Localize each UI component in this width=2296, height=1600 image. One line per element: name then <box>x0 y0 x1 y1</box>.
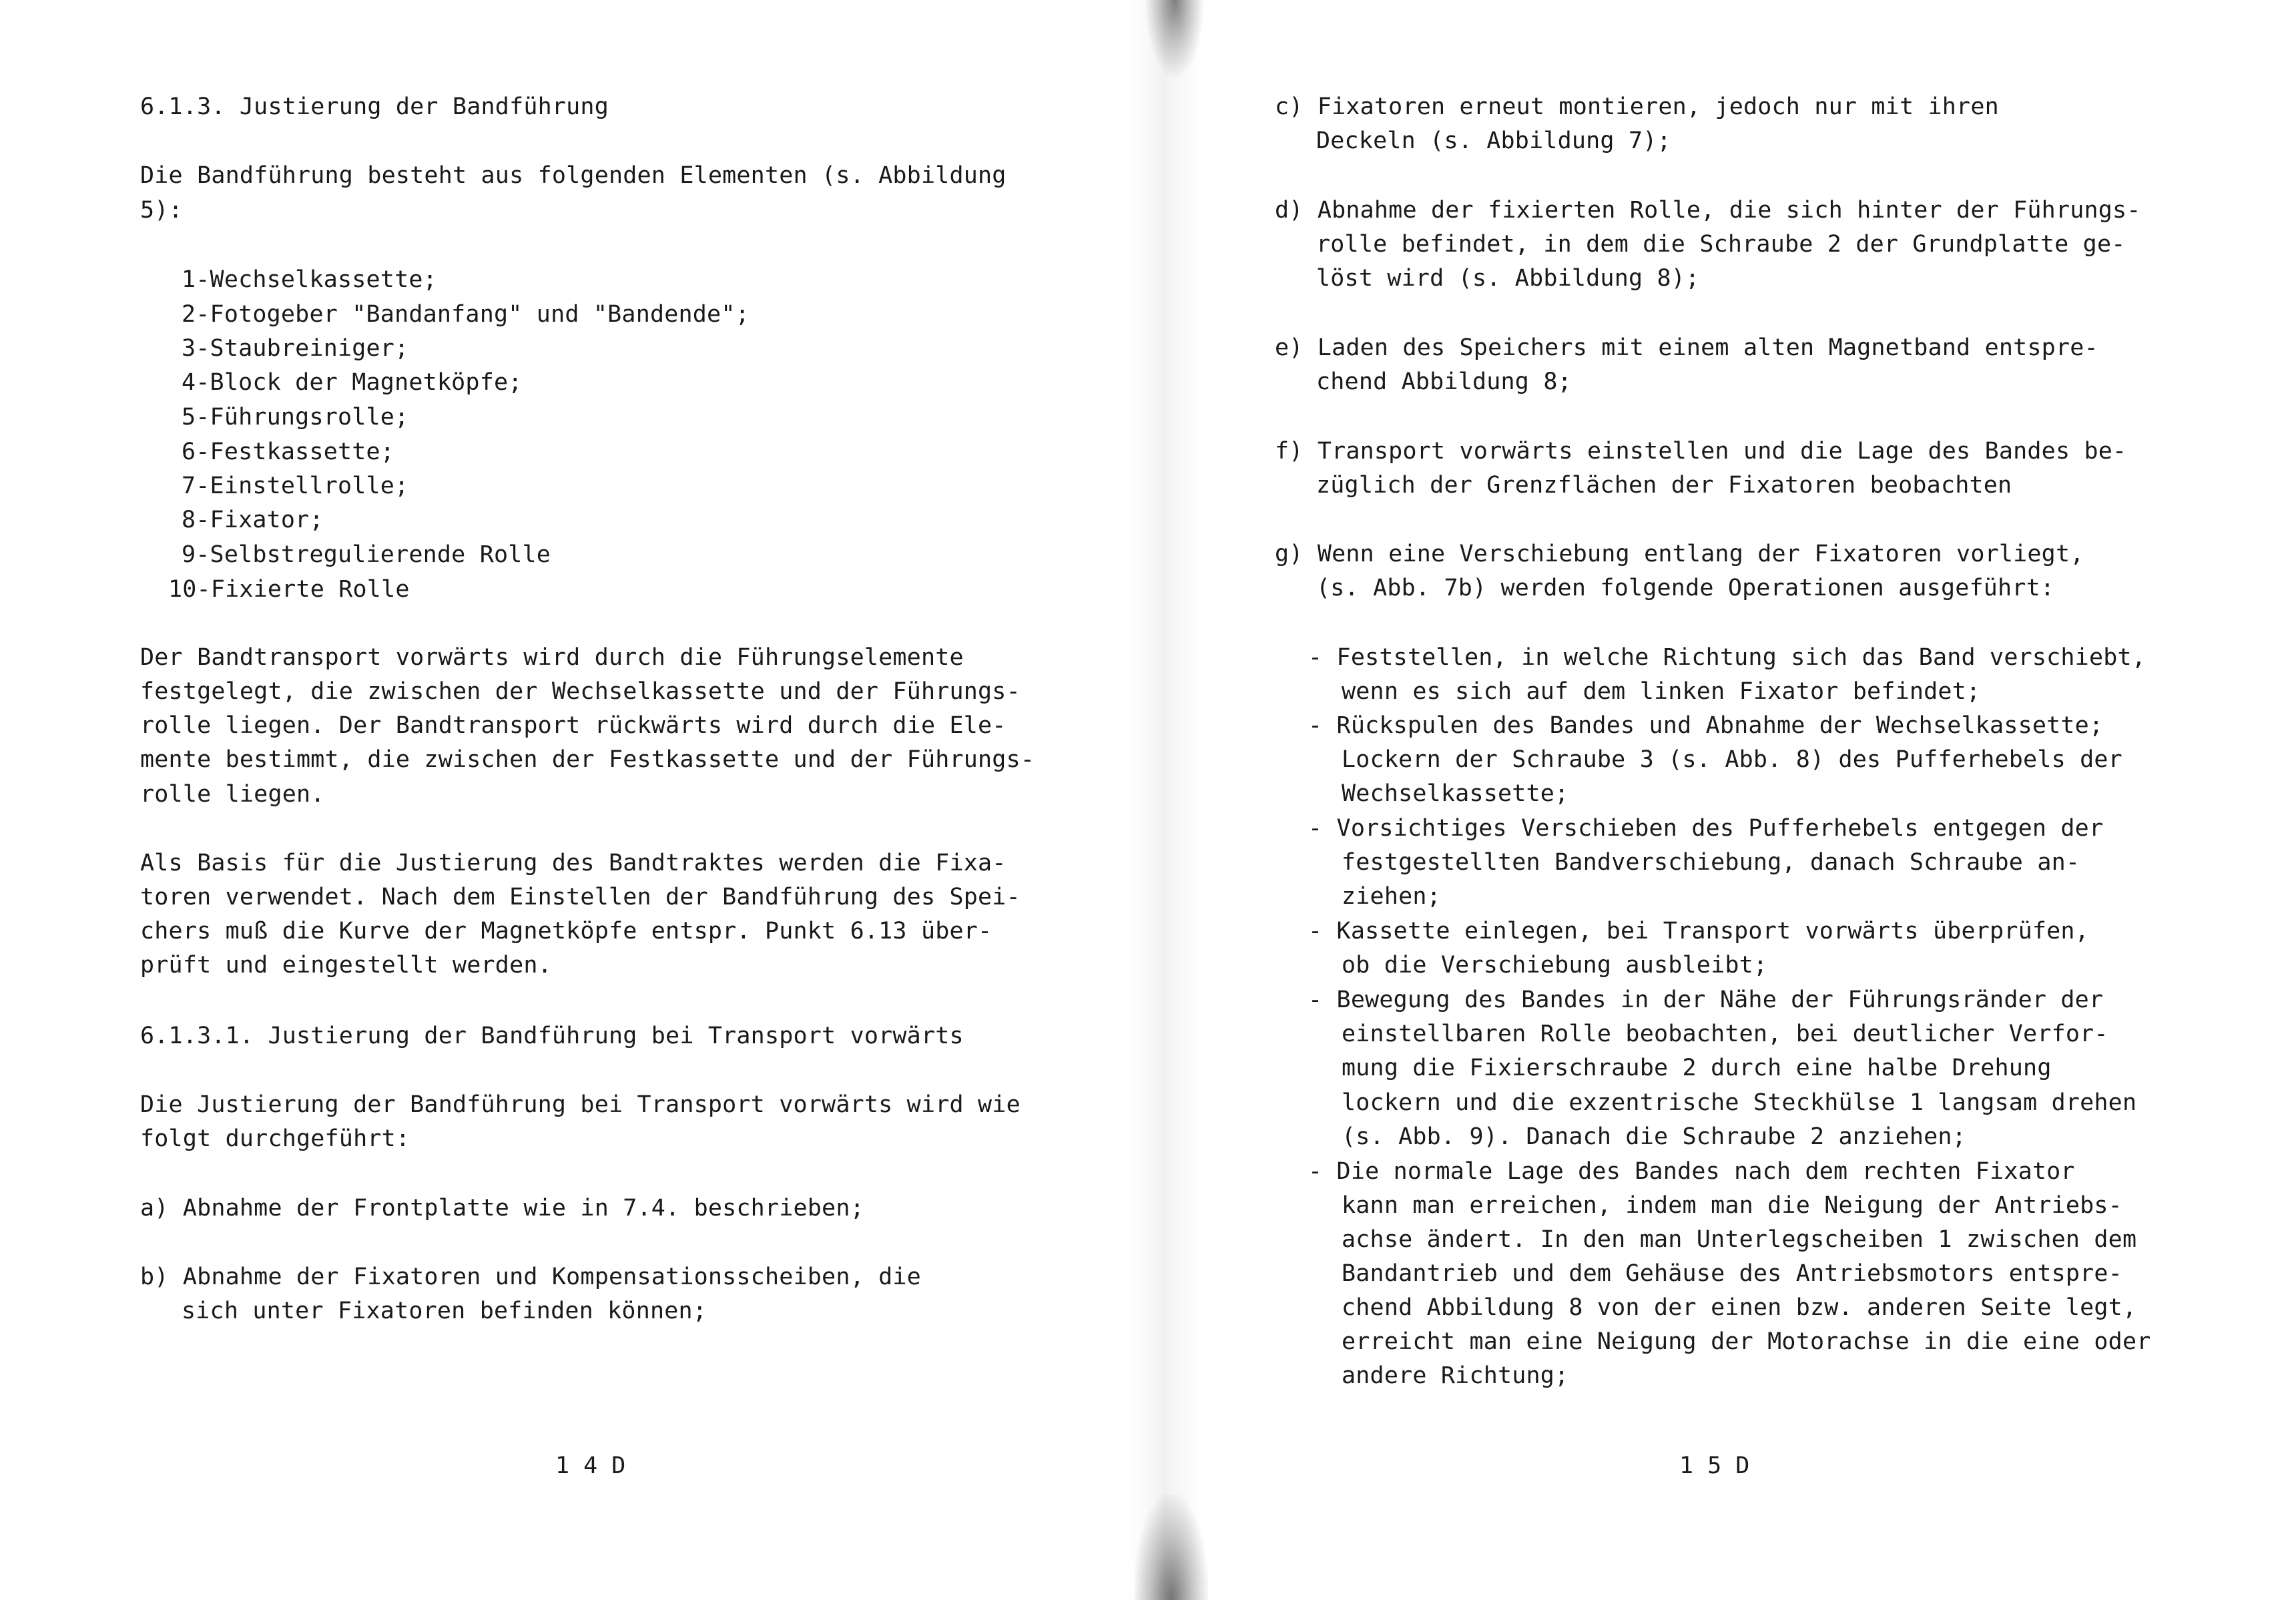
element-item-5: 5-Führungsrolle; <box>182 404 409 431</box>
section-heading: 6.1.3. Justierung der Bandführung <box>140 93 609 120</box>
bullet-5-line-1: - Bewegung des Bandes in der Nähe der Führungsränder der <box>1308 987 2104 1013</box>
element-item-2: 2-Fotogeber "Bandanfang" und "Bandende"; <box>182 301 750 328</box>
step-c-line-2: Deckeln (s. Abbildung 7); <box>1316 127 1671 154</box>
bullet-4-line-2: ob die Verschiebung ausbleibt; <box>1342 952 1768 979</box>
procedure-line-1: Die Justierung der Bandführung bei Transport vorwärts wird wie <box>140 1091 1021 1118</box>
bullet-6-line-6: erreicht man eine Neigung der Motorachse in die eine oder <box>1342 1328 2151 1355</box>
element-item-7: 7-Einstellrolle; <box>182 473 409 499</box>
basis-line-2: toren verwendet. Nach dem Einstellen der Bandführung des Spei- <box>140 884 1021 910</box>
bullet-6-line-3: achse ändert. In den man Unterlegscheiben 1 zwischen dem <box>1342 1226 2137 1253</box>
transport-line-3: rolle liegen. Der Bandtransport rückwärts wird durch die Ele- <box>140 712 1007 739</box>
subsection-heading: 6.1.3.1. Justierung der Bandführung bei Transport vorwärts <box>140 1023 964 1049</box>
bullet-6-line-7: andere Richtung; <box>1342 1362 1569 1389</box>
transport-line-1: Der Bandtransport vorwärts wird durch die Führungselemente <box>140 644 964 671</box>
element-item-9: 9-Selbstregulierende Rolle <box>182 541 551 568</box>
intro-line-2: 5): <box>140 197 183 224</box>
step-d-line-2: rolle befindet, in dem die Schraube 2 der Grundplatte ge- <box>1316 231 2126 258</box>
element-item-1: 1-Wechselkassette; <box>182 266 437 293</box>
step-c-line-1: c) Fixatoren erneut montieren, jedoch nur mit ihren <box>1275 93 1999 120</box>
bullet-5-line-5: (s. Abb. 9). Danach die Schraube 2 anziehen; <box>1342 1123 1966 1150</box>
bullet-5-line-4: lockern und die exzentrische Steckhülse 1 langsam drehen <box>1342 1089 2137 1116</box>
element-item-10: 10-Fixierte Rolle <box>168 576 410 603</box>
bullet-2-line-1: - Rückspulen des Bandes und Abnahme der Wechselkassette; <box>1308 712 2104 739</box>
basis-line-3: chers muß die Kurve der Magnetköpfe entspr. Punkt 6.13 über- <box>140 918 992 945</box>
element-item-4: 4-Block der Magnetköpfe; <box>182 369 523 396</box>
element-item-6: 6-Festkassette; <box>182 439 395 465</box>
step-a: a) Abnahme der Frontplatte wie in 7.4. beschrieben; <box>140 1195 864 1222</box>
transport-line-2: festgelegt, die zwischen der Wechselkassette und der Führungs- <box>140 678 1021 705</box>
step-d-line-3: löst wird (s. Abbildung 8); <box>1316 265 1700 292</box>
bullet-6-line-4: Bandantrieb und dem Gehäuse des Antriebsmotors entspre- <box>1342 1260 2122 1287</box>
bullet-2-line-2: Lockern der Schraube 3 (s. Abb. 8) des Pufferhebels der <box>1342 746 2122 773</box>
step-e-line-2: chend Abbildung 8; <box>1316 368 1572 395</box>
step-f-line-2: züglich der Grenzflächen der Fixatoren beobachten <box>1316 472 2012 499</box>
bullet-2-line-3: Wechselkassette; <box>1342 780 1569 807</box>
bullet-3-line-3: ziehen; <box>1342 883 1441 910</box>
page-number-right: 1 5 D <box>1679 1452 1750 1479</box>
step-g-line-2: (s. Abb. 7b) werden folgende Operationen ausgeführt: <box>1316 575 2055 601</box>
step-f-line-1: f) Transport vorwärts einstellen und die Lage des Bandes be- <box>1275 438 2127 465</box>
bullet-4-line-1: - Kassette einlegen, bei Transport vorwärts überprüfen, <box>1308 918 2089 945</box>
page-number-left: 1 4 D <box>555 1452 626 1479</box>
transport-line-4: mente bestimmt, die zwischen der Festkassette und der Führungs- <box>140 746 1035 773</box>
step-g-line-1: g) Wenn eine Verschiebung entlang der Fixatoren vorliegt, <box>1275 541 2084 567</box>
bullet-6-line-1: - Die normale Lage des Bandes nach dem rechten Fixator <box>1308 1158 2075 1185</box>
bullet-1-line-2: wenn es sich auf dem linken Fixator befindet; <box>1342 678 1981 705</box>
bullet-5-line-3: mung die Fixierschraube 2 durch eine halbe Drehung <box>1342 1055 2052 1081</box>
right-page <box>1148 0 2296 1600</box>
procedure-line-2: folgt durchgeführt: <box>140 1125 410 1152</box>
bullet-1-line-1: - Feststellen, in welche Richtung sich das Band verschiebt, <box>1308 644 2146 671</box>
element-item-8: 8-Fixator; <box>182 507 324 533</box>
step-b-line-2: sich unter Fixatoren befinden können; <box>182 1298 707 1324</box>
bullet-5-line-2: einstellbaren Rolle beobachten, bei deutlicher Verfor- <box>1342 1021 2108 1047</box>
basis-line-1: Als Basis für die Justierung des Bandtraktes werden die Fixa- <box>140 850 1007 876</box>
bullet-6-line-2: kann man erreichen, indem man die Neigung der Antriebs- <box>1342 1192 2122 1219</box>
basis-line-4: prüft und eingestellt werden. <box>140 952 552 979</box>
step-e-line-1: e) Laden des Speichers mit einem alten Magnetband entspre- <box>1275 334 2098 361</box>
step-b-line-1: b) Abnahme der Fixatoren und Kompensationsscheiben, die <box>140 1264 921 1290</box>
step-d-line-1: d) Abnahme der fixierten Rolle, die sich hinter der Führungs- <box>1275 197 2141 224</box>
bullet-3-line-1: - Vorsichtiges Verschieben des Pufferhebels entgegen der <box>1308 815 2104 842</box>
bullet-6-line-5: chend Abbildung 8 von der einen bzw. anderen Seite legt, <box>1342 1294 2137 1321</box>
intro-line-1: Die Bandführung besteht aus folgenden Elementen (s. Abbildung <box>140 162 1007 189</box>
transport-line-5: rolle liegen. <box>140 781 325 808</box>
bullet-3-line-2: festgestellten Bandverschiebung, danach Schraube an- <box>1342 849 2080 876</box>
element-item-3: 3-Staubreiniger; <box>182 335 409 362</box>
